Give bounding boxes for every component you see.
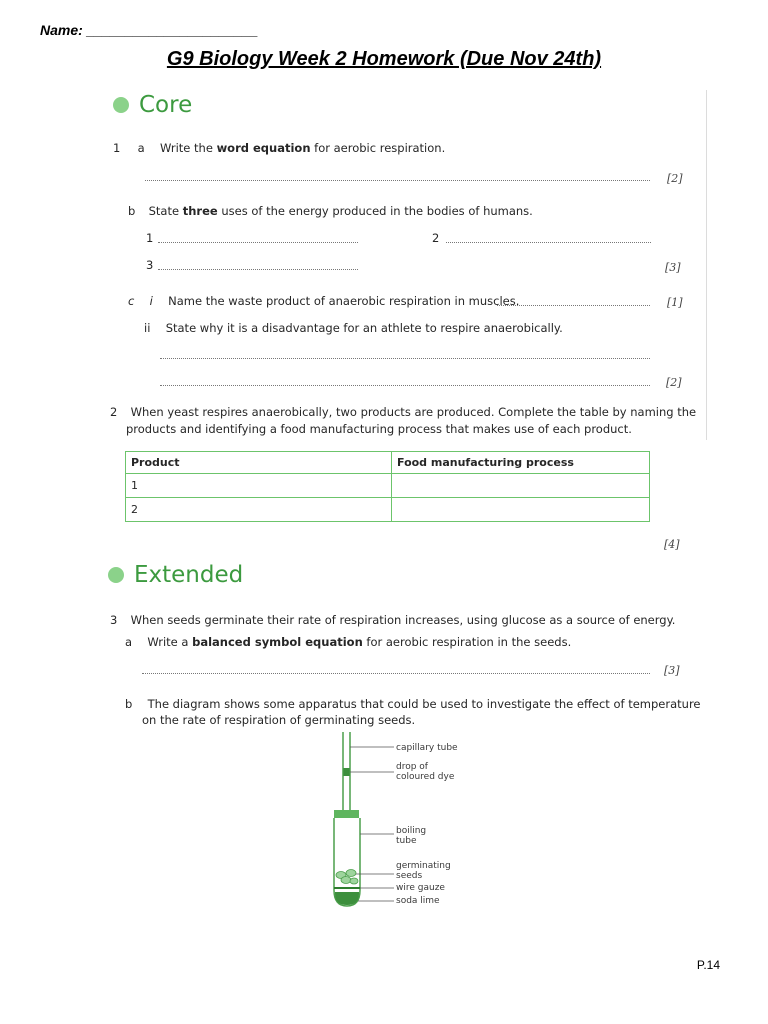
label-seeds-line1: germinating xyxy=(396,861,451,871)
q2-marks: [4] xyxy=(664,538,680,551)
q1c-i-marks: [1] xyxy=(667,296,683,309)
table-header-product: Product xyxy=(126,452,392,474)
label-wire-gauze: wire gauze xyxy=(396,883,445,893)
label-soda-lime: soda lime xyxy=(396,896,440,906)
page-title: G9 Biology Week 2 Homework (Due Nov 24th) xyxy=(166,48,602,70)
label-capillary-tube: capillary tube xyxy=(396,743,458,753)
q1b-item1-line[interactable] xyxy=(158,242,358,243)
q1c-i-text: Name the waste product of anaerobic respiration in muscles. xyxy=(168,294,520,308)
q3a-text-pre: Write a xyxy=(147,635,193,649)
table-header-process: Food manufacturing process xyxy=(392,452,650,474)
q1b-item1-number: 1 xyxy=(146,231,154,245)
q1c-i-prompt xyxy=(128,294,519,308)
q1a-marks: [2] xyxy=(667,172,683,185)
table-row xyxy=(126,474,650,498)
bung xyxy=(334,810,359,818)
bullet-icon xyxy=(108,567,124,583)
table-cell-process-2[interactable] xyxy=(392,498,650,522)
table-cell-process-1[interactable] xyxy=(392,474,650,498)
q1b-item2-number: 2 xyxy=(432,231,440,245)
q2-line1: When yeast respires anaerobically, two products are produced. Complete the table by naming the xyxy=(130,405,697,419)
name-label: Name: xyxy=(40,22,83,38)
q1a-letter: a xyxy=(137,141,145,155)
q3b-prompt-line2: on the rate of respiration of germinating seeds. xyxy=(142,713,416,727)
extended-heading-label: Extended xyxy=(134,562,244,588)
q2-number: 2 xyxy=(110,405,118,419)
label-seeds-line2: seeds xyxy=(396,871,423,881)
q1c-i-numeral: i xyxy=(149,294,153,308)
seed xyxy=(350,878,358,884)
q3a-marks: [3] xyxy=(664,664,680,677)
q1b-item3-number: 3 xyxy=(146,258,154,272)
label-boiling-tube xyxy=(396,826,426,846)
table-row xyxy=(126,498,650,522)
extended-heading xyxy=(108,562,243,588)
q3a-text-bold: balanced symbol equation xyxy=(192,635,363,649)
q1a-text-post: for aerobic respiration. xyxy=(310,141,446,155)
q1b-prompt xyxy=(128,204,533,218)
label-boiling-line2: tube xyxy=(396,836,417,846)
name-field xyxy=(40,22,258,38)
q1a-answer-line[interactable] xyxy=(145,180,650,181)
q1-number: 1 xyxy=(113,141,121,155)
q3b-prompt-line1 xyxy=(125,697,701,711)
q1c-ii-numeral: ii xyxy=(144,321,151,335)
table-header-row xyxy=(126,452,650,474)
q1a-text-pre: Write the xyxy=(160,141,217,155)
q3a-text-post: for aerobic respiration in the seeds. xyxy=(362,635,572,649)
table-cell-product-1[interactable]: 1 xyxy=(126,474,392,498)
q3a-letter: a xyxy=(125,635,133,649)
q3a-answer-line[interactable] xyxy=(142,673,650,674)
q3-intro xyxy=(110,613,675,627)
q1c-ii-prompt xyxy=(144,321,563,335)
q1c-ii-answer-line-1[interactable] xyxy=(160,358,650,359)
q1c-ii-answer-line-2[interactable] xyxy=(160,385,650,386)
q1b-item2-line[interactable] xyxy=(446,242,651,243)
name-blank: ______________________ xyxy=(86,22,258,38)
q1b-letter: b xyxy=(128,204,136,218)
q1c-letter: c xyxy=(128,294,135,308)
q1a-text-bold: word equation xyxy=(216,141,311,155)
seed xyxy=(346,870,356,877)
q1c-i-answer-line[interactable] xyxy=(497,305,650,306)
q2-prompt-line1 xyxy=(110,405,696,419)
core-heading xyxy=(113,92,192,118)
q1c-ii-text: State why it is a disadvantage for an athlete to respire anaerobically. xyxy=(165,321,563,335)
q2-table xyxy=(125,451,650,522)
q3-number: 3 xyxy=(110,613,118,627)
bullet-icon xyxy=(113,97,129,113)
q3b-letter: b xyxy=(125,697,133,711)
margin-rule xyxy=(706,90,707,440)
q1b-text-bold: three xyxy=(182,204,218,218)
core-heading-label: Core xyxy=(139,92,193,118)
q1c-ii-marks: [2] xyxy=(666,376,682,389)
label-drop-of-dye xyxy=(396,762,454,782)
q1a-prompt xyxy=(113,141,445,155)
label-germinating-seeds xyxy=(396,861,451,881)
label-drop-line2: coloured dye xyxy=(396,772,455,782)
q3-intro-text: When seeds germinate their rate of respiration increases, using glucose as a source of energy. xyxy=(130,613,676,627)
table-cell-product-2[interactable]: 2 xyxy=(126,498,392,522)
page-number: P.14 xyxy=(696,958,720,972)
seed xyxy=(341,877,351,884)
q3b-line1: The diagram shows some apparatus that could be used to investigate the effect of temperature xyxy=(147,697,701,711)
q1b-item3-line[interactable] xyxy=(158,269,358,270)
q1b-text-post: uses of the energy produced in the bodies of humans. xyxy=(217,204,533,218)
label-drop-line1: drop of xyxy=(396,762,428,772)
q1b-text-pre: State xyxy=(148,204,183,218)
label-boiling-line1: boiling xyxy=(396,826,427,836)
dye-drop xyxy=(344,768,350,776)
q1b-marks: [3] xyxy=(665,261,681,274)
q3a-prompt xyxy=(125,635,571,649)
q2-prompt-line2: products and identifying a food manufacturing process that makes use of each product. xyxy=(126,422,632,436)
